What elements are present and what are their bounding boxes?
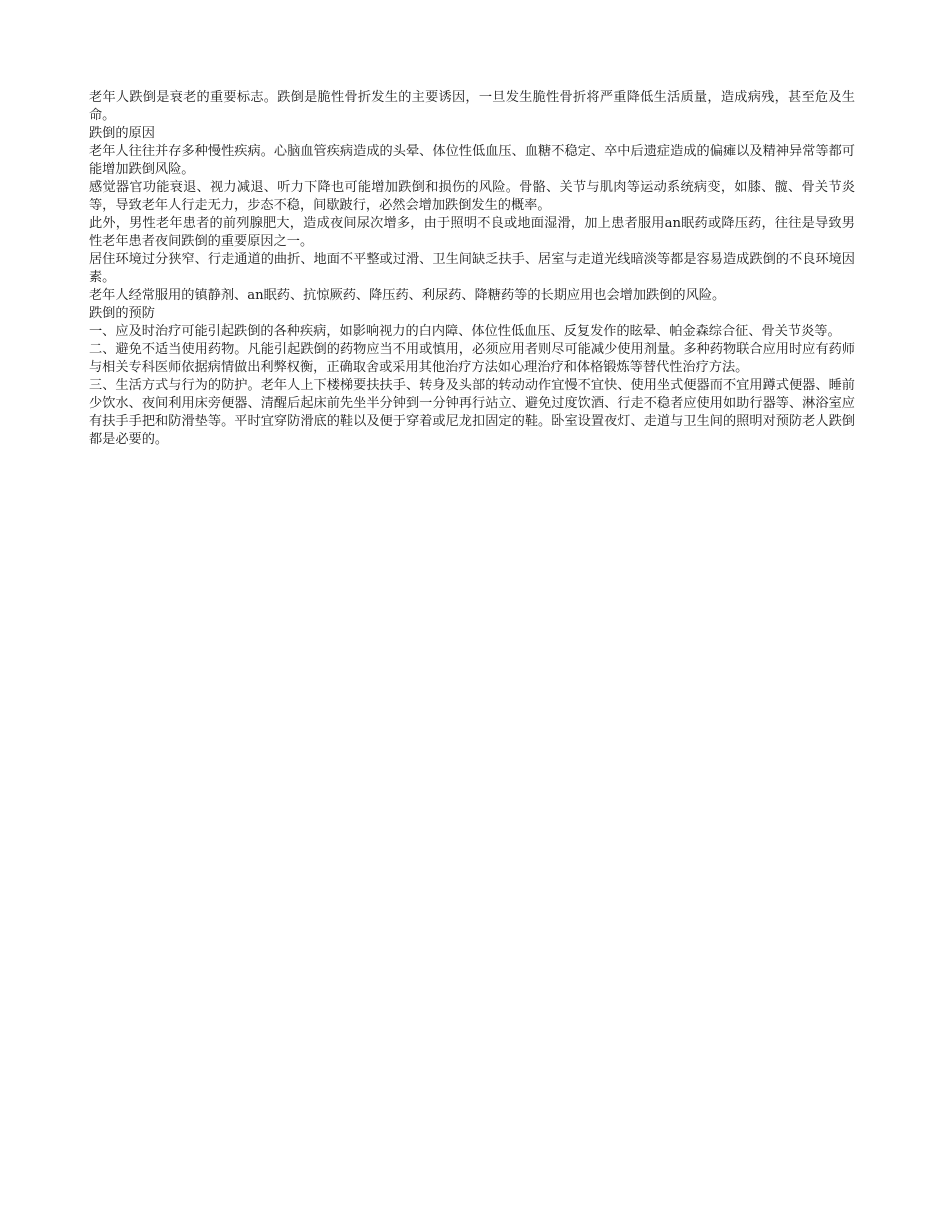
paragraph-environment: 居住环境过分狭窄、行走通道的曲折、地面不平整或过滑、卫生间缺乏扶手、居室与走道光线暗淡等都是容易造成跌倒的不良环境因素。 — [89, 252, 855, 285]
paragraph-prevention-2: 二、避免不适当使用药物。凡能引起跌倒的药物应当不用或慎用，必须应用者则尽可能减少使用剂量。多种药物联合应用时应有药师与相关专科医师依据病情做出利弊权衡，正确取舍或采用其他治疗方法如心理治疗和体格锻炼等替代性治疗方法。 — [89, 342, 855, 375]
paragraph-medication: 老年人经常服用的镇静剂、an眠药、抗惊厥药、降压药、利尿药、降糖药等的长期应用也会增加跌倒的风险。 — [89, 288, 726, 303]
paragraph-intro: 老年人跌倒是衰老的重要标志。跌倒是脆性骨折发生的主要诱因，一旦发生脆性骨折将严重降低生活质量，造成病残，甚至危及生命。 — [89, 90, 855, 123]
section-heading-causes: 跌倒的原因 — [89, 126, 155, 141]
paragraph-prevention-3: 三、生活方式与行为的防护。老年人上下楼梯要扶扶手、转身及头部的转动动作宜慢不宜快、使用坐式便器而不宜用蹲式便器、睡前少饮水、夜间利用床旁便器、清醒后起床前先坐半分钟到一分钟再行站立、避免过度饮酒、行走不稳者应使用如助行器等、淋浴室应有扶手手把和防滑垫等。平时宜穿防滑底的鞋以及便于穿着或尼龙扣固定的鞋。卧室设置夜灯、走道与卫生间的照明对预防老人跌倒都是必要的。 — [89, 378, 855, 447]
document-body — [89, 89, 855, 449]
paragraph-prevention-1: 一、应及时治疗可能引起跌倒的各种疾病，如影响视力的白内障、体位性低血压、反复发作的眩晕、帕金森综合征、骨关节炎等。 — [89, 324, 841, 339]
paragraph-sensory-decline: 感觉器官功能衰退、视力减退、听力下降也可能增加跌倒和损伤的风险。骨骼、关节与肌肉等运动系统病变，如膝、髋、骨关节炎等，导致老年人行走无力，步态不稳，间歇跛行，必然会增加跌倒发生的概率。 — [89, 180, 855, 213]
paragraph-chronic-disease: 老年人往往并存多种慢性疾病。心脑血管疾病造成的头晕、体位性低血压、血糖不稳定、卒中后遗症造成的偏瘫以及精神异常等都可能增加跌倒风险。 — [89, 144, 855, 177]
section-heading-prevention: 跌倒的预防 — [89, 306, 155, 321]
paragraph-prostate: 此外，男性老年患者的前列腺肥大，造成夜间尿次增多，由于照明不良或地面湿滑，加上患者服用an眠药或降压药，往往是导致男性老年患者夜间跌倒的重要原因之一。 — [89, 216, 855, 249]
